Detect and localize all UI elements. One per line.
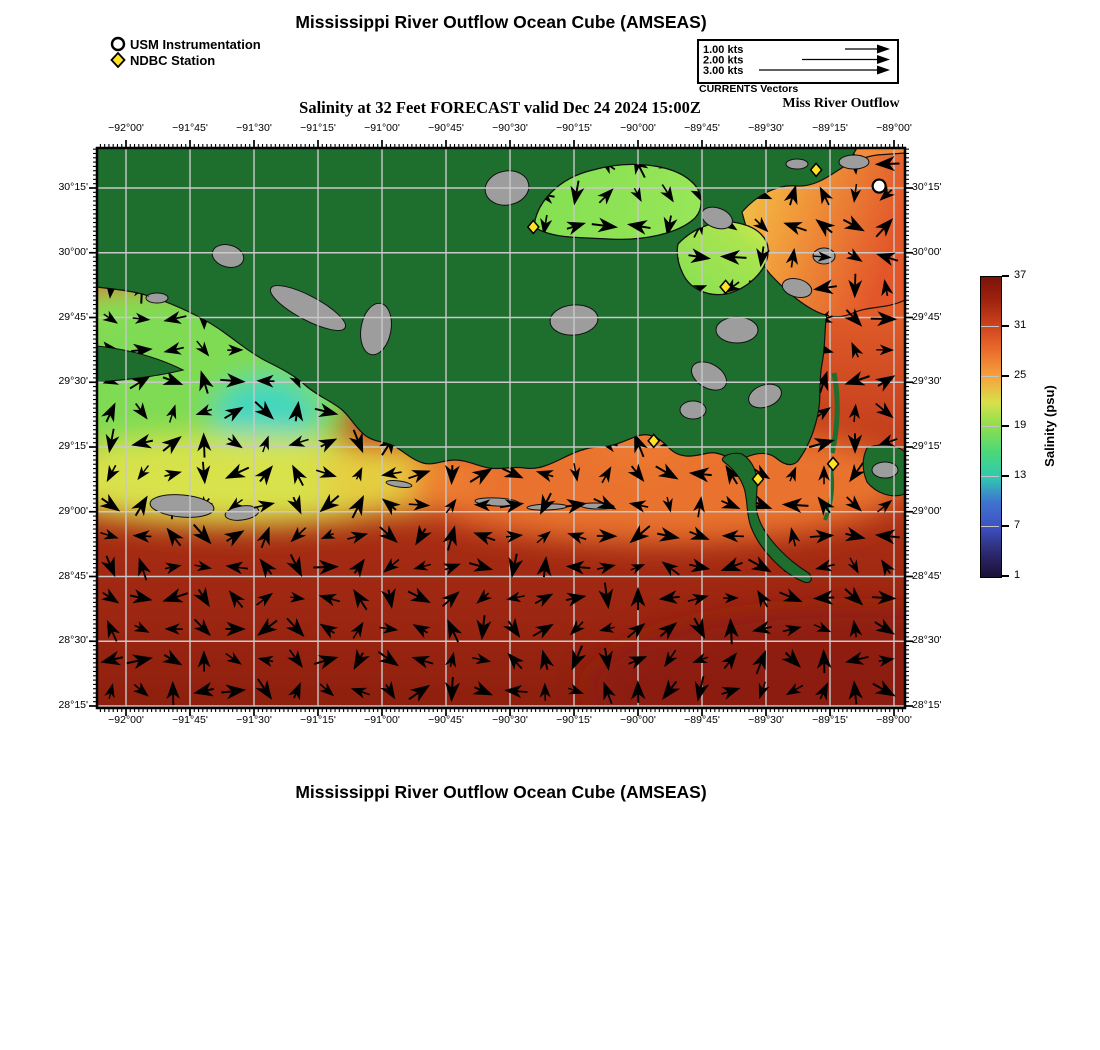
lon-tick-label-top: −90°30': [492, 122, 528, 134]
lat-tick-label-left: 28°45': [58, 569, 88, 582]
colorbar-gridline: [981, 326, 999, 328]
vector-key-arrows: [699, 41, 892, 77]
legend-usm-label: USM Instrumentation: [130, 36, 261, 52]
colorbar-gridline: [981, 376, 999, 378]
colorbar-tick-label: 31: [1014, 319, 1027, 331]
lat-tick-label-right: 30°00': [912, 245, 942, 258]
page-title: Mississippi River Outflow Ocean Cube (AMSEAS): [295, 12, 707, 32]
colorbar-tick: [1002, 525, 1009, 527]
lon-tick-label-bottom: −91°15': [300, 714, 336, 726]
colorbar-tick: [1002, 475, 1009, 477]
usm-instrumentation-marker: [873, 180, 886, 193]
lat-tick-label-left: 30°15': [58, 181, 88, 193]
usm-circle-icon: [110, 36, 127, 52]
lon-tick-label-top: −90°15': [556, 122, 592, 134]
region-label: Miss River Outflow: [782, 96, 900, 111]
lat-tick-label-left: 29°00': [58, 504, 88, 517]
lon-tick-label-bottom: −90°15': [556, 714, 592, 726]
lat-tick-label-right: 30°15': [912, 181, 942, 193]
lat-tick-label-left: 30°00': [58, 245, 88, 258]
vector-key-shafts: [759, 49, 878, 70]
colorbar-gridline: [981, 476, 999, 478]
vector-key-caption: CURRENTS Vectors: [699, 83, 799, 95]
station-legend: [110, 36, 261, 68]
lon-tick-label-top: −92°00': [108, 122, 144, 134]
colorbar-gridline: [981, 526, 999, 528]
lon-tick-label-top: −90°00': [620, 122, 656, 134]
colorbar-tick-label: 37: [1014, 269, 1027, 281]
vector-key-heads: [877, 45, 890, 75]
currents-vector-key: [697, 39, 899, 84]
lon-tick-label-top: −91°45': [172, 122, 208, 134]
lat-tick-label-right: 29°45': [912, 310, 942, 323]
legend-row-ndbc: [110, 52, 261, 68]
colorbar-gradient: [980, 276, 1002, 578]
lon-tick-label-bottom: −92°00': [108, 714, 144, 726]
colorbar-tick-label: 25: [1014, 369, 1027, 381]
lat-tick-label-left: 29°30': [58, 375, 88, 388]
colorbar-tick: [1002, 375, 1009, 377]
lon-tick-label-bottom: −90°45': [428, 714, 464, 726]
lon-tick-label-top: −90°45': [428, 122, 464, 134]
colorbar-tick-label: 7: [1014, 519, 1021, 531]
map-plot-area: [85, 138, 917, 720]
colorbar-tick-label: 13: [1014, 469, 1027, 481]
ndbc-diamond-icon: [110, 52, 127, 68]
colorbar-tick-label: 1: [1014, 569, 1021, 581]
vector-key-row-3: 3.00 kts: [703, 65, 744, 77]
lon-tick-label-bottom: −89°30': [748, 714, 784, 726]
colorbar-tick: [1002, 575, 1009, 577]
lon-tick-label-top: −89°45': [684, 122, 720, 134]
salinity-map: [85, 136, 917, 720]
forecast-subtitle: Salinity at 32 Feet FORECAST valid Dec 24 2024 15:00Z: [299, 98, 701, 117]
lat-tick-label-left: 28°15': [58, 699, 88, 711]
lat-tick-label-right: 28°45': [912, 569, 942, 582]
lon-tick-label-bottom: −90°30': [492, 714, 528, 726]
colorbar: [975, 270, 1095, 590]
lon-tick-label-top: −89°15': [812, 122, 848, 134]
lat-tick-label-right: 29°00': [912, 504, 942, 517]
lat-tick-label-left: 29°45': [58, 310, 88, 323]
legend-row-usm: [110, 36, 261, 52]
lon-tick-label-bottom: −89°45': [684, 714, 720, 726]
colorbar-tick: [1002, 275, 1009, 277]
lon-tick-label-bottom: −89°15': [812, 714, 848, 726]
colorbar-tick-label: 19: [1014, 419, 1027, 431]
lon-tick-label-bottom: −90°00': [620, 714, 656, 726]
lat-tick-label-right: 28°30': [912, 634, 942, 647]
legend-ndbc-label: NDBC Station: [130, 52, 216, 68]
lat-tick-label-right: 28°15': [912, 699, 942, 711]
lat-tick-label-left: 29°15': [58, 440, 88, 452]
colorbar-tick: [1002, 425, 1009, 427]
lon-tick-label-bottom: −89°00': [876, 714, 912, 726]
lat-tick-label-left: 28°30': [58, 634, 88, 647]
lon-tick-label-top: −91°30': [236, 122, 272, 134]
lon-tick-label-bottom: −91°30': [236, 714, 272, 726]
colorbar-title: Salinity (psu): [1042, 385, 1057, 467]
lon-tick-label-top: −91°15': [300, 122, 336, 134]
lon-tick-label-top: −89°00': [876, 122, 912, 134]
lon-tick-label-bottom: −91°00': [364, 714, 400, 726]
colorbar-tick: [1002, 325, 1009, 327]
lon-tick-label-bottom: −91°45': [172, 714, 208, 726]
lon-tick-label-top: −89°30': [748, 122, 784, 134]
footer-title: Mississippi River Outflow Ocean Cube (AMSEAS): [295, 782, 707, 802]
vector-key-row-1: 1.00 kts: [703, 44, 744, 56]
vector-key-row-2: 2.00 kts: [703, 54, 744, 67]
lat-tick-label-right: 29°30': [912, 375, 942, 388]
lon-tick-label-top: −91°00': [364, 122, 400, 134]
lat-tick-label-right: 29°15': [912, 440, 942, 452]
colorbar-gridline: [981, 426, 999, 428]
